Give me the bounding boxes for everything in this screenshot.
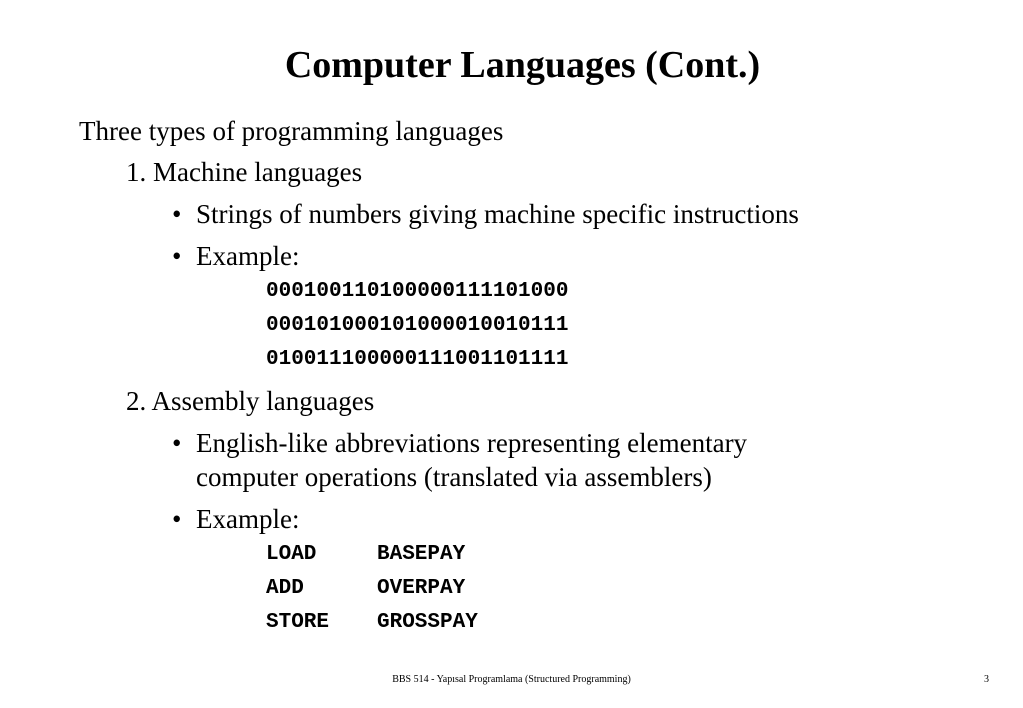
asm-operand: OVERPAY bbox=[377, 577, 466, 600]
section-heading-assembly: 2. Assembly languages bbox=[126, 386, 375, 416]
bullet-assembly-description: English-like abbreviations representing elementary bbox=[196, 428, 748, 458]
bullet-icon: • bbox=[172, 504, 182, 534]
machine-code-line: 000100110100000111101000 bbox=[266, 280, 569, 303]
bullet-assembly-example: Example: bbox=[196, 504, 300, 534]
bullet-icon: • bbox=[172, 199, 182, 229]
intro-text: Three types of programming languages bbox=[79, 116, 504, 146]
section-heading-machine: 1. Machine languages bbox=[126, 157, 363, 187]
footer-text: BBS 514 - Yapısal Programlama (Structured Programming) bbox=[392, 674, 631, 685]
bullet-machine-example: Example: bbox=[196, 241, 300, 271]
bullet-machine-description: Strings of numbers giving machine specific instructions bbox=[196, 199, 799, 229]
machine-code-line: 000101000101000010010111 bbox=[266, 314, 569, 337]
slide-title: Computer Languages (Cont.) bbox=[284, 44, 761, 86]
bullet-icon: • bbox=[172, 428, 182, 458]
asm-operand: BASEPAY bbox=[377, 543, 466, 566]
bullet-assembly-description-cont: computer operations (translated via assemblers) bbox=[196, 462, 712, 492]
page-number: 3 bbox=[984, 674, 989, 685]
asm-operand: GROSSPAY bbox=[377, 611, 478, 634]
asm-opcode: LOAD bbox=[266, 543, 317, 566]
asm-opcode: STORE bbox=[266, 611, 330, 634]
asm-opcode: ADD bbox=[266, 577, 304, 600]
machine-code-line: 010011100000111001101111 bbox=[266, 348, 569, 371]
bullet-icon: • bbox=[172, 241, 182, 271]
